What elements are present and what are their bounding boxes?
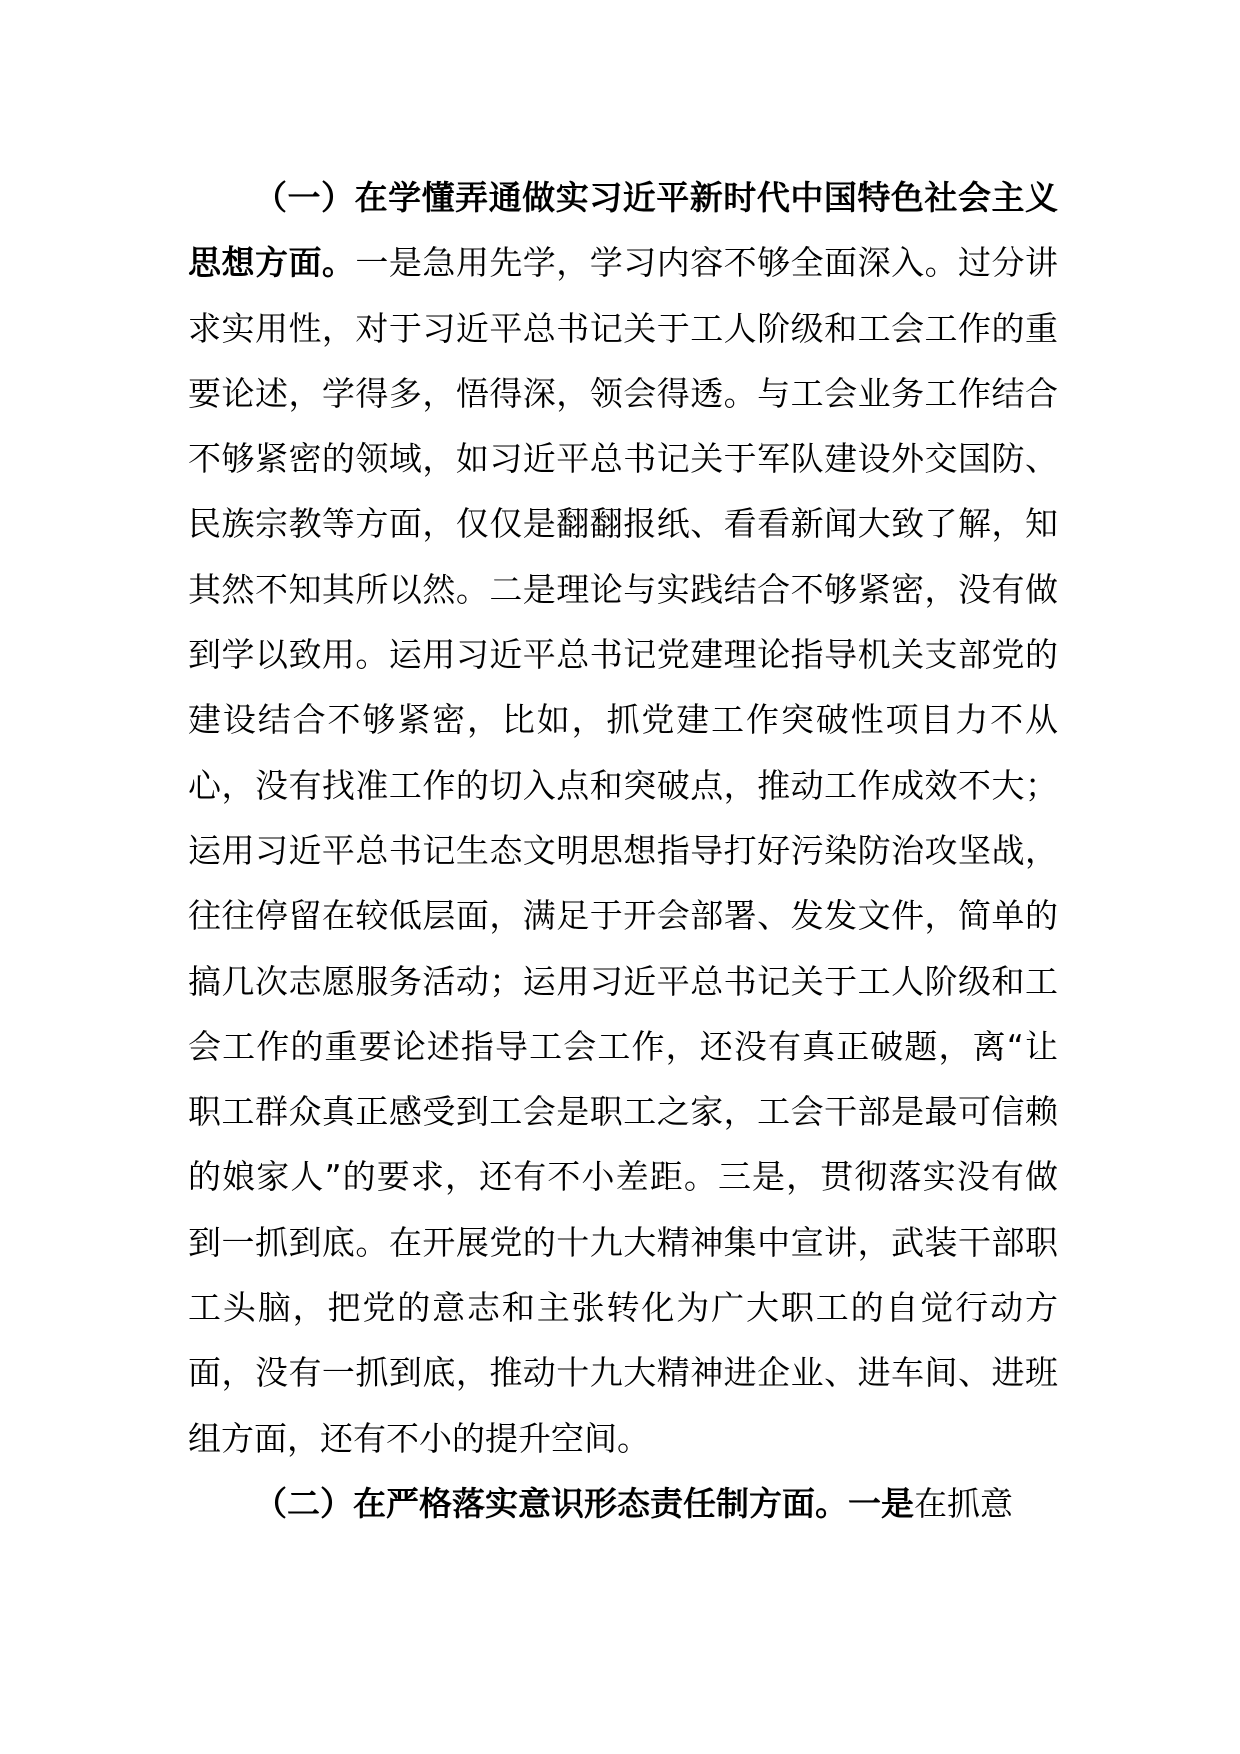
paragraph-1 — [188, 165, 1058, 1471]
document-body — [188, 165, 1058, 1536]
paragraph-2-body: 在抓意 — [914, 1483, 1013, 1523]
paragraph-2 — [188, 1471, 1058, 1536]
paragraph-1-heading: （一）在学懂弄通做实习近平新时代中国特色社会主义思想方面。 — [188, 178, 1058, 283]
paragraph-2-heading: （二）在严格落实意识形态责任制方面。一是 — [254, 1483, 914, 1523]
paragraph-1-body: 一是急用先学，学习内容不够全面深入。过分讲求实用性，对于习近平总书记关于工人阶级和工会工作的重要论述，学得多，悟得深，领会得透。与工会业务工作结合不够紧密的领域，如习近平总书记关于军队建设外交国防、民族宗教等方面，仅仅是翻翻报纸、看看新闻大致了解，知其然不知其所以然。二是理论与实践结合不够紧密，没有做到学以致用。运用习近平总书记党建理论指导机关支部党的建设结合不够紧密，比如，抓党建工作突破性项目力不从心，没有找准工作的切入点和突破点，推动工作成效不大；运用习近平总书记生态文明思想指导打好污染防治攻坚战，往往停留在较低层面，满足于开会部署、发发文件，简单的搞几次志愿服务活动；运用习近平总书记关于工人阶级和工会工作的重要论述指导工会工作，还没有真正破题，离“让职工群众真正感受到工会是职工之家，工会干部是最可信赖的娘家人”的要求，还有不小差距。三是，贯彻落实没有做到一抓到底。在开展党的十九大精神集中宣讲，武装干部职工头脑，把党的意志和主张转化为广大职工的自觉行动方面，没有一抓到底，推动十九大精神进企业、进车间、进班组方面，还有不小的提升空间。 — [188, 243, 1059, 1458]
